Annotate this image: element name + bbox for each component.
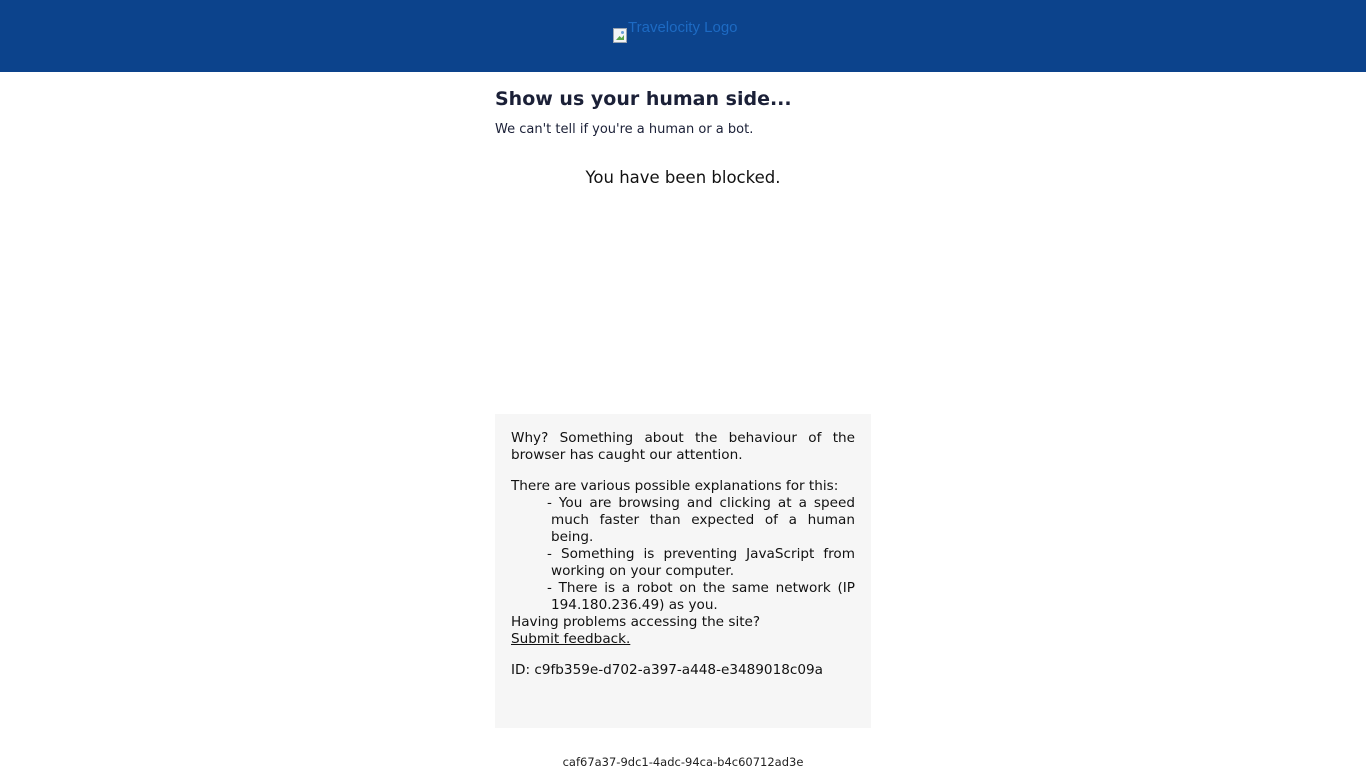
- list-item: - There is a robot on the same network (IP 194.180.236.49) as you.: [547, 580, 855, 613]
- why-text: Why? Something about the behaviour of the browser has caught our attention.: [511, 430, 855, 463]
- logo-alt-text: Travelocity Logo: [628, 19, 738, 36]
- broken-image-icon: [613, 28, 627, 43]
- block-id: ID: c9fb359e-d702-a397-a448-e3489018c09a: [511, 662, 823, 678]
- block-info-panel: [495, 414, 871, 728]
- page-title: Show us your human side...: [495, 88, 792, 110]
- top-header-bar: [0, 0, 1366, 72]
- request-id: caf67a37-9dc1-4adc-94ca-b4c60712ad3e: [562, 755, 804, 769]
- list-item: - Something is preventing JavaScript from working on your computer.: [547, 546, 855, 579]
- list-item: - You are browsing and clicking at a speed much faster than expected of a human being.: [547, 495, 855, 545]
- blocked-message: You have been blocked.: [585, 168, 781, 187]
- explanations-intro: There are various possible explanations for this:: [511, 478, 839, 494]
- page-subtitle: We can't tell if you're a human or a bot.: [495, 122, 754, 137]
- problems-text: Having problems accessing the site?: [511, 614, 761, 630]
- explanations-list: [511, 495, 855, 614]
- submit-feedback-link[interactable]: Submit feedback.: [511, 631, 631, 647]
- travelocity-logo[interactable]: [613, 19, 738, 44]
